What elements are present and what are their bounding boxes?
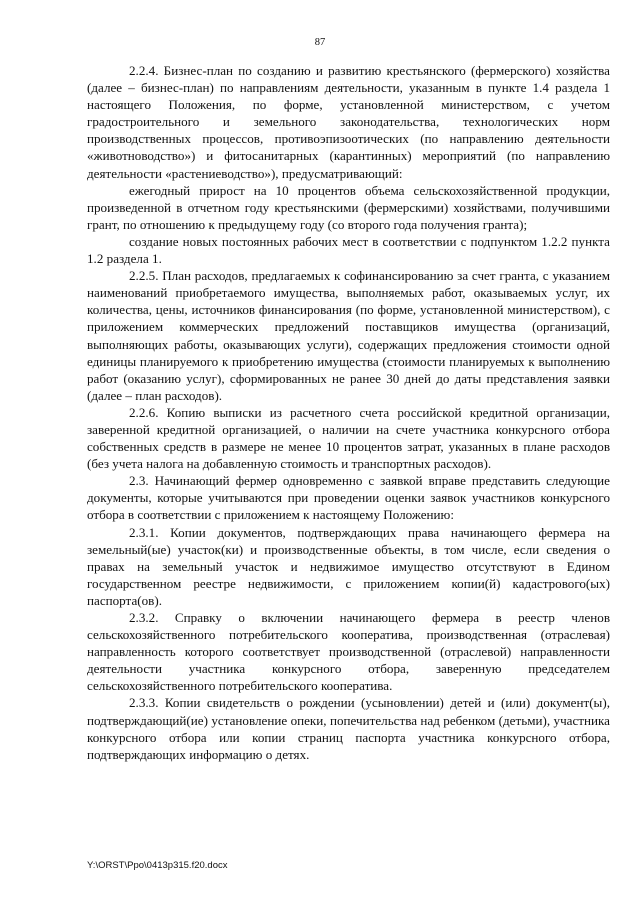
paragraph-2-3-1: 2.3.1. Копии документов, подтверждающих права начинающего фермера на земельный(ые) участок(ки) и производственные объекты, в том числе, если сведения о правах на земельный участок и недвижимое имущество отсутствуют в Едином государственном реестре недвижимости, с приложением копии(й) кадастрового(ых) паспорта(ов). [87, 524, 610, 608]
page-number: 87 [314, 37, 326, 48]
document-body [87, 62, 610, 763]
paragraph-2-2-5: 2.2.5. План расходов, предлагаемых к софинансированию за счет гранта, с указанием наименований приобретаемого имущества, выполняемых работ, оказываемых услуг, их количества, цены, источников финансирования (по форме, установленной министерством), с приложением коммерческих предложений поставщиков имущества (организаций, выполняющих работы, оказывающих услуги), содержащих предложения стоимости одной единицы планируемого к приобретению имущества (стоимости планируемых к выполнению работ (оказанию услуг), сформированных не ранее 30 дней до даты представления заявки (далее – план расходов). [87, 268, 610, 403]
file-path-footer: Y:\ORST\Ppo\0413p315.f20.docx [87, 860, 228, 871]
paragraph-2-2-6: 2.2.6. Копию выписки из расчетного счета российской кредитной организации, заверенной кредитной организацией, о наличии на счете участника конкурсного отбора собственных средств в размере не менее 10 процентов затрат, указанных в плане расходов (без учета налога на добавленную стоимость и транспортных расходов). [87, 404, 610, 472]
paragraph-2-3-3: 2.3.3. Копии свидетельств о рождении (усыновлении) детей и (или) документ(ы), подтверждающий(ие) установление опеки, попечительства над ребенком (детьми), участника конкурсного отбора или копии страниц паспорта участника конкурсного отбора, подтверждающих информацию о детях. [87, 695, 610, 762]
paragraph-2-3-2: 2.3.2. Справку о включении начинающего фермера в реестр членов сельскохозяйственного потребительского кооператива, производственная (отраслевая) направленность которого соответствует производственной (отраслевой) направленности деятельности участника конкурсного отбора, заверенную председателем сельскохозяйственного потребительского кооператива. [87, 610, 610, 694]
paragraph-2-3: 2.3. Начинающий фермер одновременно с заявкой вправе представить следующие документы, которые учитываются при проведении оценки заявок участников конкурсного отбора в соответствии с приложением к настоящему Положению: [87, 473, 610, 523]
paragraph-new-jobs: создание новых постоянных рабочих мест в соответствии с подпунктом 1.2.2 пункта 1.2 раздела 1. [87, 233, 610, 267]
paragraph-2-2-4: 2.2.4. Бизнес-план по созданию и развитию крестьянского (фермерского) хозяйства (далее – бизнес-план) по направлениям деятельности, указанным в пункте 1.4 раздела 1 настоящего Положения, по форме, установленной министерством, с учетом градостроительного и земельного законодательства, технологических норм производственных процессов, противоэпизоотических (по направлению деятельности «животноводство») и фитосанитарных (карантинных) мероприятий (по направлению деятельности «растениеводство»), предусматривающий: [87, 63, 610, 181]
paragraph-annual-growth: ежегодный прирост на 10 процентов объема сельскохозяйственной продукции, произведенной в отчетном году крестьянскими (фермерскими) хозяйствами, получившими грант, по отношению к предыдущему году (со второго года получения гранта); [87, 182, 610, 232]
